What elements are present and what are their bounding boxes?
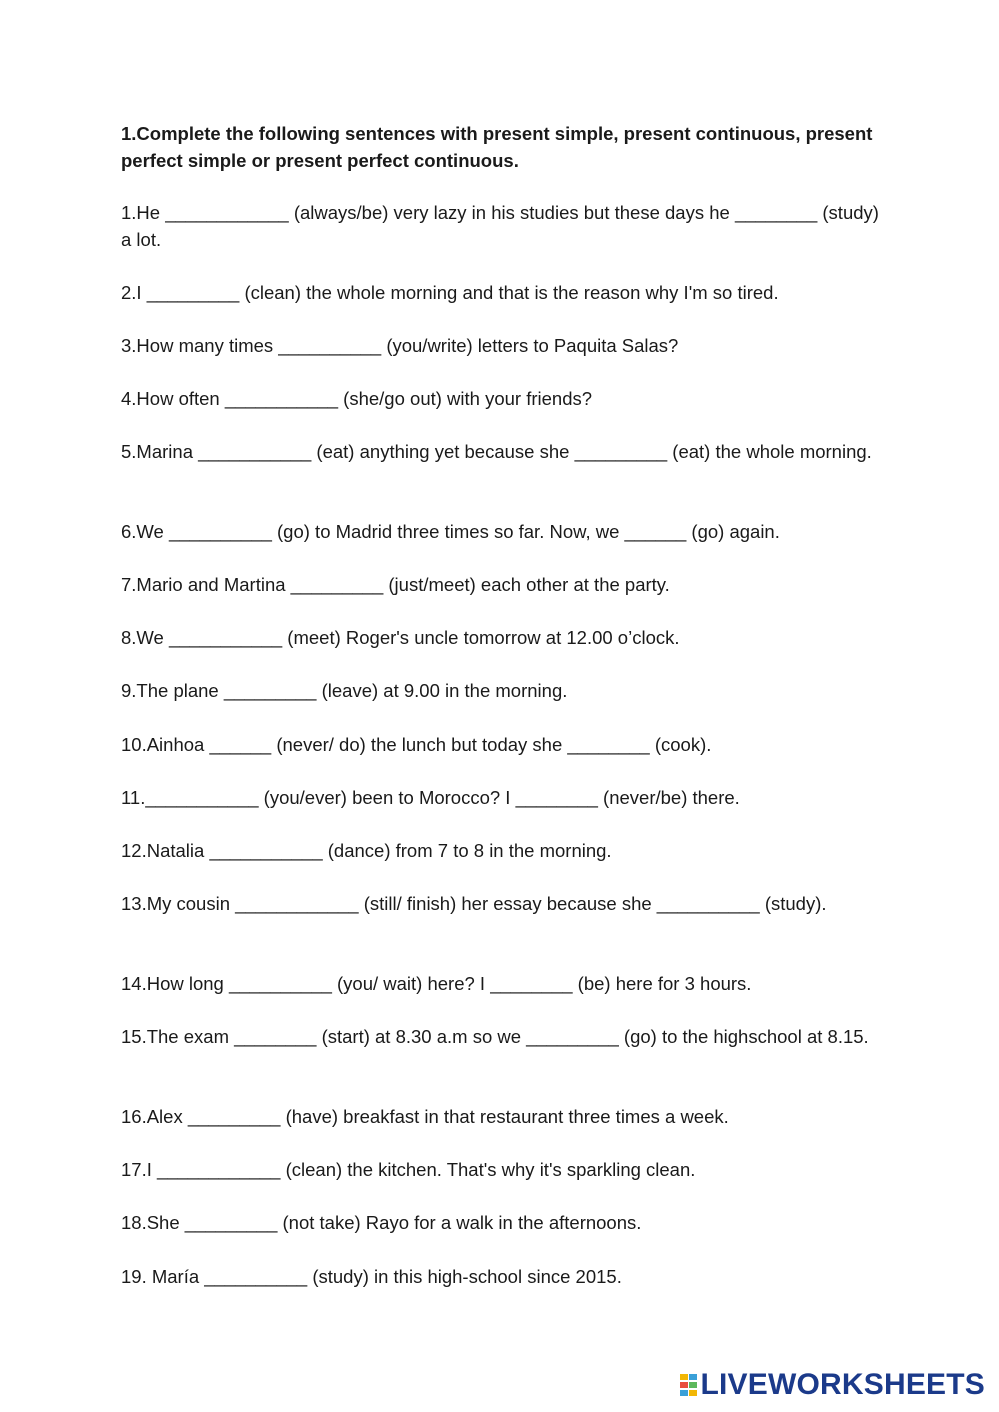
sentence-4: 4.How often ___________ (she/go out) with your friends? [121,388,593,409]
sentence-9: 9.The plane _________ (leave) at 9.00 in the morning. [121,680,568,701]
exercise-instruction: 1.Complete the following sentences with present simple, present continuous, present perfect simple or present perfect continuous. [121,123,873,171]
sentence-16: 16.Alex _________ (have) breakfast in that restaurant three times a week. [121,1106,729,1127]
sentence-2: 2.I _________ (clean) the whole morning and that is the reason why I'm so tired. [121,282,779,303]
liveworksheets-brand[interactable] [680,1370,986,1400]
sentence-3: 3.How many times __________ (you/write) letters to Paquita Salas? [121,335,679,356]
sentence-19: 19. María __________ (study) in this high-school since 2015. [121,1266,622,1287]
sentence-6: 6.We __________ (go) to Madrid three times so far. Now, we ______ (go) again. [121,521,780,542]
sentence-12: 12.Natalia ___________ (dance) from 7 to 8 in the morning. [121,840,612,861]
sentence-8: 8.We ___________ (meet) Roger's uncle tomorrow at 12.00 o’clock. [121,627,680,648]
liveworksheets-logo-icon [680,1372,698,1398]
sentence-13: 13.My cousin ____________ (still/ finish) her essay because she __________ (study). [121,893,827,914]
sentence-7: 7.Mario and Martina _________ (just/meet) each other at the party. [121,574,670,595]
sentence-1: 1.He ____________ (always/be) very lazy in his studies but these days he ________ (study) a lot. [121,202,879,250]
sentence-18: 18.She _________ (not take) Rayo for a walk in the afternoons. [121,1212,642,1233]
sentence-14: 14.How long __________ (you/ wait) here? I ________ (be) here for 3 hours. [121,973,752,994]
sentence-11: 11.___________ (you/ever) been to Morocco? I ________ (never/be) there. [121,787,740,808]
sentence-10: 10.Ainhoa ______ (never/ do) the lunch but today she ________ (cook). [121,734,712,755]
brand-name: LIVEWORKSHEETS [700,1368,985,1401]
sentence-15: 15.The exam ________ (start) at 8.30 a.m so we _________ (go) to the highschool at 8.15. [121,1026,869,1047]
sentence-17: 17.I ____________ (clean) the kitchen. That's why it's sparkling clean. [121,1159,696,1180]
sentence-5: 5.Marina ___________ (eat) anything yet because she _________ (eat) the whole morning. [121,441,872,462]
